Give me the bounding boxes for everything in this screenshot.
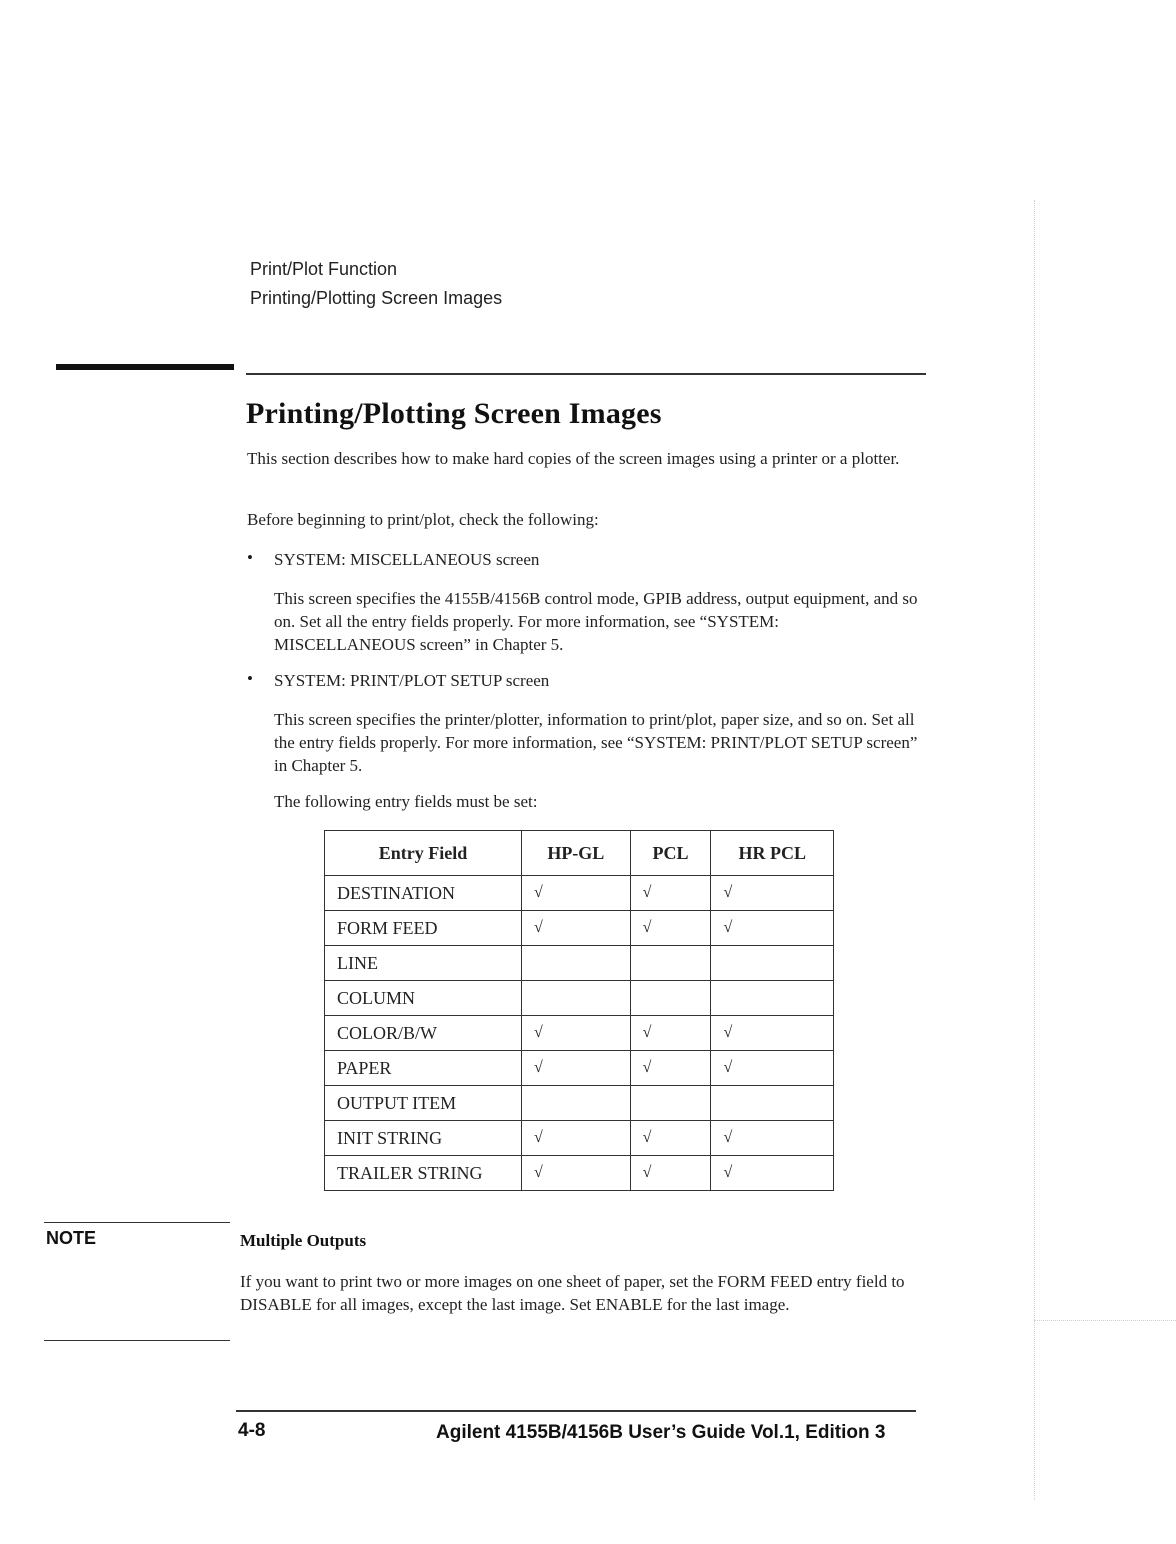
pcl-check <box>630 946 711 981</box>
table-row <box>325 911 834 946</box>
hrpcl-check: √ <box>711 1121 834 1156</box>
hrpcl-check <box>711 981 834 1016</box>
intro-paragraph: This section describes how to make hard copies of the screen images using a printer or a plotter. <box>247 449 900 468</box>
entry-fields-table <box>324 830 834 1191</box>
hrpcl-check <box>711 1086 834 1121</box>
bullet-marker: • <box>247 669 253 688</box>
entry-field-name: LINE <box>325 946 522 981</box>
table-row <box>325 1051 834 1086</box>
hpgl-check: √ <box>522 1016 631 1051</box>
note-title: Multiple Outputs <box>240 1231 367 1250</box>
footer-rule <box>236 1410 916 1412</box>
hpgl-check: √ <box>522 1121 631 1156</box>
column-header-hpgl: HP-GL <box>522 831 631 876</box>
entry-field-name: PAPER <box>325 1051 522 1086</box>
bullet-label-printplot: SYSTEM: PRINT/PLOT SETUP screen <box>274 671 550 690</box>
hrpcl-check: √ <box>711 1016 834 1051</box>
pcl-check: √ <box>630 876 711 911</box>
bullet-text-printplot: This screen specifies the printer/plotter, information to print/plot, paper size, and so on. Set all the entry fields properly. For more information, see “SYSTEM: PRINT/PLOT SETUP screen” in Chapter 5. <box>274 710 918 775</box>
section-title: Printing/Plotting Screen Images <box>246 397 662 430</box>
bullet-label-misc: SYSTEM: MISCELLANEOUS screen <box>274 550 540 569</box>
hpgl-check: √ <box>522 1051 631 1086</box>
hrpcl-check: √ <box>711 1051 834 1086</box>
hpgl-check: √ <box>522 911 631 946</box>
pcl-check: √ <box>630 1016 711 1051</box>
entry-field-name: COLOR/B/W <box>325 1016 522 1051</box>
hpgl-check <box>522 946 631 981</box>
pcl-check: √ <box>630 911 711 946</box>
pcl-check <box>630 1086 711 1121</box>
following-paragraph: The following entry fields must be set: <box>274 792 538 811</box>
entry-field-name: TRAILER STRING <box>325 1156 522 1191</box>
table-header-row <box>325 831 834 876</box>
table-row <box>325 1156 834 1191</box>
table-row <box>325 1086 834 1121</box>
table-row <box>325 981 834 1016</box>
bullet-text-misc: This screen specifies the 4155B/4156B control mode, GPIB address, output equipment, and so on. Set all the entry fields properly. For more information, see “SYSTEM: MISCELLANEOUS screen” in Chapter 5. <box>274 589 918 654</box>
hrpcl-check <box>711 946 834 981</box>
running-header-chapter: Print/Plot Function <box>250 259 398 279</box>
table-row <box>325 946 834 981</box>
entry-field-name: OUTPUT ITEM <box>325 1086 522 1121</box>
note-bottom-rule <box>44 1340 230 1341</box>
hrpcl-check: √ <box>711 911 834 946</box>
hpgl-check <box>522 1086 631 1121</box>
entry-field-name: FORM FEED <box>325 911 522 946</box>
entry-field-name: COLUMN <box>325 981 522 1016</box>
table-row <box>325 876 834 911</box>
pcl-check: √ <box>630 1051 711 1086</box>
column-header-hrpcl: HR PCL <box>711 831 834 876</box>
table-row <box>325 1121 834 1156</box>
pcl-check: √ <box>630 1156 711 1191</box>
entry-field-name: INIT STRING <box>325 1121 522 1156</box>
hpgl-check: √ <box>522 1156 631 1191</box>
hpgl-check <box>522 981 631 1016</box>
section-rule-line <box>246 373 926 375</box>
note-text: If you want to print two or more images on one sheet of paper, set the FORM FEED entry field to DISABLE for all images, except the last image. Set ENABLE for the last image. <box>240 1272 905 1314</box>
scan-margin-line-horizontal <box>1034 1320 1176 1321</box>
bullet-marker: • <box>247 548 253 567</box>
hpgl-check: √ <box>522 876 631 911</box>
guide-title: Agilent 4155B/4156B User’s Guide Vol.1, Edition 3 <box>436 1422 886 1443</box>
running-header-section: Printing/Plotting Screen Images <box>250 288 503 308</box>
column-header-pcl: PCL <box>630 831 711 876</box>
hrpcl-check: √ <box>711 876 834 911</box>
note-label: NOTE <box>46 1228 97 1248</box>
pcl-check: √ <box>630 1121 711 1156</box>
hrpcl-check: √ <box>711 1156 834 1191</box>
note-top-rule <box>44 1222 230 1223</box>
column-header-entry-field: Entry Field <box>325 831 522 876</box>
section-rule-bar <box>56 364 234 370</box>
entry-field-name: DESTINATION <box>325 876 522 911</box>
table-row <box>325 1016 834 1051</box>
scan-margin-line <box>1034 200 1035 1500</box>
pcl-check <box>630 981 711 1016</box>
page-number: 4-8 <box>238 1420 266 1441</box>
before-paragraph: Before beginning to print/plot, check the following: <box>247 510 599 529</box>
